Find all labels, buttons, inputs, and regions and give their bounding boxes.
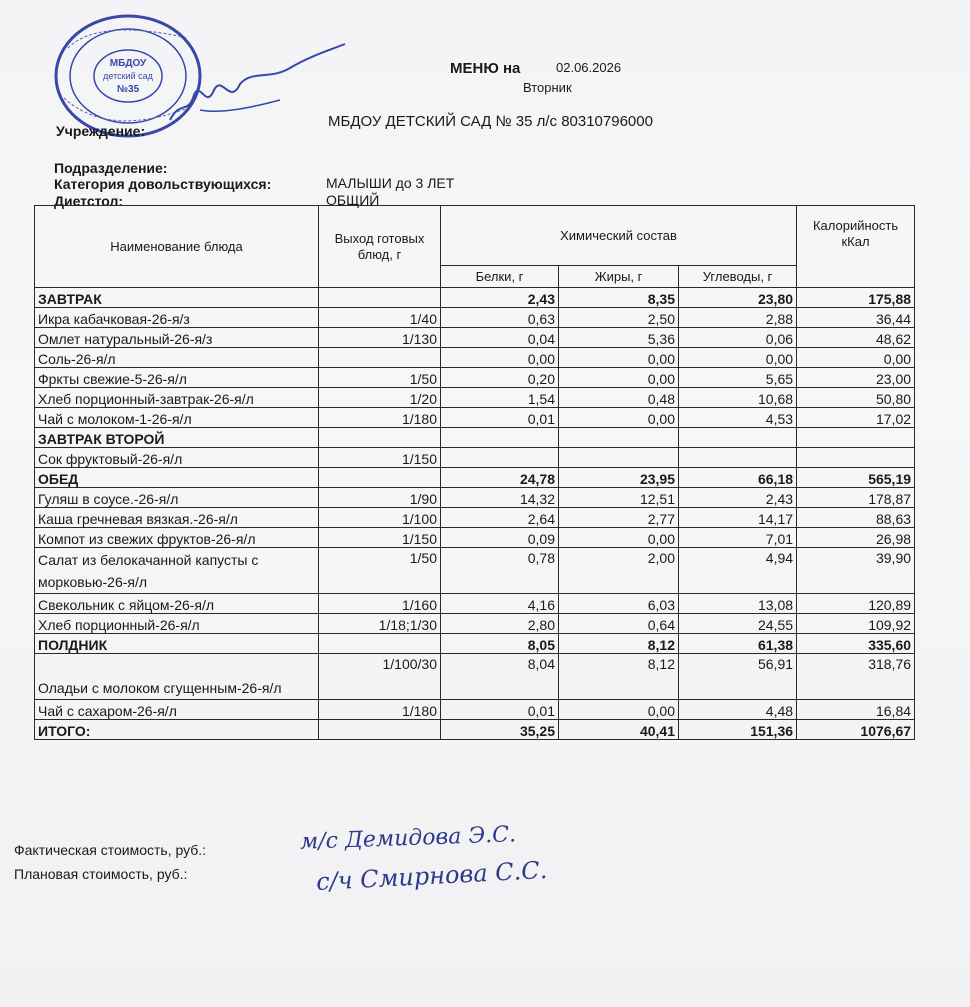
dish-output: 1/100/30	[319, 654, 441, 700]
dish-fat: 0,00	[559, 700, 679, 720]
section-output	[319, 634, 441, 654]
dish-kcal: 17,02	[797, 408, 915, 428]
dish-kcal: 48,62	[797, 328, 915, 348]
section-title: ПОЛДНИК	[35, 634, 319, 654]
dish-name: Омлет натуральный-26-я/з	[35, 328, 319, 348]
dish-name: Гуляш в соусе.-26-я/л	[35, 488, 319, 508]
menu-table	[34, 205, 915, 740]
dish-protein: 4,16	[441, 594, 559, 614]
dish-protein: 0,01	[441, 700, 559, 720]
section-fat: 23,95	[559, 468, 679, 488]
dish-output: 1/150	[319, 528, 441, 548]
dish-output: 1/50	[319, 548, 441, 594]
dish-name: Чай с молоком-1-26-я/л	[35, 408, 319, 428]
dish-kcal: 39,90	[797, 548, 915, 594]
dish-name: Хлеб порционный-26-я/л	[35, 614, 319, 634]
institution-value: МБДОУ ДЕТСКИЙ САД № 35 л/с 80310796000	[328, 113, 653, 130]
dish-fat: 2,77	[559, 508, 679, 528]
dish-carbs: 4,53	[679, 408, 797, 428]
section-title: ЗАВТРАК ВТОРОЙ	[35, 428, 319, 448]
dish-fat	[559, 448, 679, 468]
dish-fat: 12,51	[559, 488, 679, 508]
dish-fat: 0,64	[559, 614, 679, 634]
menu-date: 02.06.2026	[556, 60, 622, 75]
dish-protein: 0,01	[441, 408, 559, 428]
dish-kcal: 50,80	[797, 388, 915, 408]
col-header-kcal: Калорийность кКал	[797, 206, 915, 288]
dish-carbs: 24,55	[679, 614, 797, 634]
dish-carbs: 13,08	[679, 594, 797, 614]
table-row	[35, 368, 915, 388]
dish-name: Фркты свежие-5-26-я/л	[35, 368, 319, 388]
dish-protein: 0,63	[441, 308, 559, 328]
dish-output: 1/160	[319, 594, 441, 614]
section-row	[35, 288, 915, 308]
dish-carbs: 2,88	[679, 308, 797, 328]
section-row	[35, 634, 915, 654]
total-kcal: 1076,67	[797, 720, 915, 740]
dish-name: Соль-26-я/л	[35, 348, 319, 368]
table-row	[35, 308, 915, 328]
section-output	[319, 428, 441, 448]
dish-protein: 8,04	[441, 654, 559, 700]
section-carbs	[679, 428, 797, 448]
planned-cost-label: Плановая стоимость, руб.:	[14, 866, 188, 882]
col-header-name: Наименование блюда	[35, 206, 319, 288]
dish-fat: 2,00	[559, 548, 679, 594]
table-row	[35, 508, 915, 528]
dish-fat: 0,00	[559, 348, 679, 368]
section-fat: 8,12	[559, 634, 679, 654]
dish-kcal: 36,44	[797, 308, 915, 328]
dish-carbs: 0,00	[679, 348, 797, 368]
division-label: Подразделение:	[54, 160, 168, 176]
table-row	[35, 328, 915, 348]
dish-protein: 0,04	[441, 328, 559, 348]
dish-fat: 6,03	[559, 594, 679, 614]
dish-carbs: 2,43	[679, 488, 797, 508]
dish-output: 1/180	[319, 408, 441, 428]
diet-label: Диетстол:	[54, 193, 124, 209]
dish-carbs: 4,48	[679, 700, 797, 720]
dish-fat: 0,00	[559, 528, 679, 548]
section-fat	[559, 428, 679, 448]
dish-name: Чай с сахаром-26-я/л	[35, 700, 319, 720]
section-kcal: 335,60	[797, 634, 915, 654]
dish-carbs: 5,65	[679, 368, 797, 388]
dish-fat: 0,48	[559, 388, 679, 408]
dish-output: 1/130	[319, 328, 441, 348]
dish-fat: 2,50	[559, 308, 679, 328]
col-header-output: Выход готовых блюд, г	[319, 206, 441, 288]
dish-protein: 0,00	[441, 348, 559, 368]
dish-kcal: 109,92	[797, 614, 915, 634]
table-row	[35, 654, 915, 700]
total-protein: 35,25	[441, 720, 559, 740]
dish-carbs: 0,06	[679, 328, 797, 348]
stamp-text: детский сад	[103, 71, 153, 81]
dish-protein: 2,80	[441, 614, 559, 634]
category-label: Категория довольствующихся:	[54, 176, 272, 192]
table-row	[35, 614, 915, 634]
dish-kcal	[797, 448, 915, 468]
stamp-text: МБДОУ	[109, 58, 147, 69]
diet-value: ОБЩИЙ	[326, 192, 380, 208]
section-row	[35, 468, 915, 488]
dish-fat: 0,00	[559, 368, 679, 388]
table-row	[35, 348, 915, 368]
dish-output: 1/150	[319, 448, 441, 468]
dish-name: Каша гречневая вязкая.-26-я/л	[35, 508, 319, 528]
category-value: МАЛЫШИ до 3 ЛЕТ	[326, 175, 455, 191]
dish-protein: 0,78	[441, 548, 559, 594]
table-row	[35, 408, 915, 428]
total-fat: 40,41	[559, 720, 679, 740]
dish-output: 1/20	[319, 388, 441, 408]
dish-protein: 1,54	[441, 388, 559, 408]
dish-name: Сок фруктовый-26-я/л	[35, 448, 319, 468]
dish-output	[319, 348, 441, 368]
section-kcal: 565,19	[797, 468, 915, 488]
dish-output: 1/18;1/30	[319, 614, 441, 634]
dish-output: 1/40	[319, 308, 441, 328]
institution-label: Учреждение:	[56, 123, 146, 139]
section-carbs: 23,80	[679, 288, 797, 308]
dish-fat: 8,12	[559, 654, 679, 700]
signature-1: м/с Демидова Э.С.	[299, 822, 517, 855]
section-carbs: 66,18	[679, 468, 797, 488]
section-fat: 8,35	[559, 288, 679, 308]
dish-protein: 2,64	[441, 508, 559, 528]
dish-carbs	[679, 448, 797, 468]
section-carbs: 61,38	[679, 634, 797, 654]
signature-2: с/ч Смирнова С.С.	[315, 855, 548, 897]
section-title: ОБЕД	[35, 468, 319, 488]
dish-kcal: 16,84	[797, 700, 915, 720]
total-carbs: 151,36	[679, 720, 797, 740]
stamp-signature	[160, 40, 350, 140]
dish-fat: 0,00	[559, 408, 679, 428]
menu-weekday: Вторник	[523, 80, 572, 95]
dish-protein: 0,20	[441, 368, 559, 388]
dish-kcal: 88,63	[797, 508, 915, 528]
dish-carbs: 7,01	[679, 528, 797, 548]
dish-protein: 0,09	[441, 528, 559, 548]
section-protein: 8,05	[441, 634, 559, 654]
table-row	[35, 388, 915, 408]
section-protein: 24,78	[441, 468, 559, 488]
dish-carbs: 10,68	[679, 388, 797, 408]
table-row	[35, 528, 915, 548]
table-row	[35, 594, 915, 614]
col-header-chem: Химический состав	[441, 206, 797, 266]
col-header-carbs: Углеводы, г	[679, 266, 797, 288]
table-row	[35, 488, 915, 508]
section-protein	[441, 428, 559, 448]
col-header-fat: Жиры, г	[559, 266, 679, 288]
dish-name: Компот из свежих фруктов-26-я/л	[35, 528, 319, 548]
dish-output: 1/90	[319, 488, 441, 508]
total-label: ИТОГО:	[35, 720, 319, 740]
section-output	[319, 288, 441, 308]
dish-kcal: 120,89	[797, 594, 915, 614]
dish-carbs: 4,94	[679, 548, 797, 594]
section-protein: 2,43	[441, 288, 559, 308]
dish-output: 1/50	[319, 368, 441, 388]
section-kcal	[797, 428, 915, 448]
section-output	[319, 468, 441, 488]
dish-name: Икра кабачковая-26-я/з	[35, 308, 319, 328]
dish-name: Салат из белокачанной капусты с морковью-26-я/л	[35, 548, 319, 594]
dish-kcal: 0,00	[797, 348, 915, 368]
dish-name: Хлеб порционный-завтрак-26-я/л	[35, 388, 319, 408]
dish-kcal: 23,00	[797, 368, 915, 388]
dish-kcal: 178,87	[797, 488, 915, 508]
dish-protein: 14,32	[441, 488, 559, 508]
dish-output: 1/180	[319, 700, 441, 720]
actual-cost-label: Фактическая стоимость, руб.:	[14, 842, 207, 858]
dish-fat: 5,36	[559, 328, 679, 348]
section-row	[35, 428, 915, 448]
section-title: ЗАВТРАК	[35, 288, 319, 308]
table-row	[35, 448, 915, 468]
menu-title: МЕНЮ на	[450, 60, 521, 77]
dish-name: Оладьи с молоком сгущенным-26-я/л	[35, 654, 319, 700]
dish-name: Свекольник с яйцом-26-я/л	[35, 594, 319, 614]
section-kcal: 175,88	[797, 288, 915, 308]
total-row	[35, 720, 915, 740]
dish-carbs: 56,91	[679, 654, 797, 700]
dish-output: 1/100	[319, 508, 441, 528]
dish-kcal: 26,98	[797, 528, 915, 548]
table-row	[35, 700, 915, 720]
dish-protein	[441, 448, 559, 468]
col-header-protein: Белки, г	[441, 266, 559, 288]
table-row	[35, 548, 915, 594]
dish-carbs: 14,17	[679, 508, 797, 528]
dish-kcal: 318,76	[797, 654, 915, 700]
stamp-text: №35	[116, 84, 140, 95]
